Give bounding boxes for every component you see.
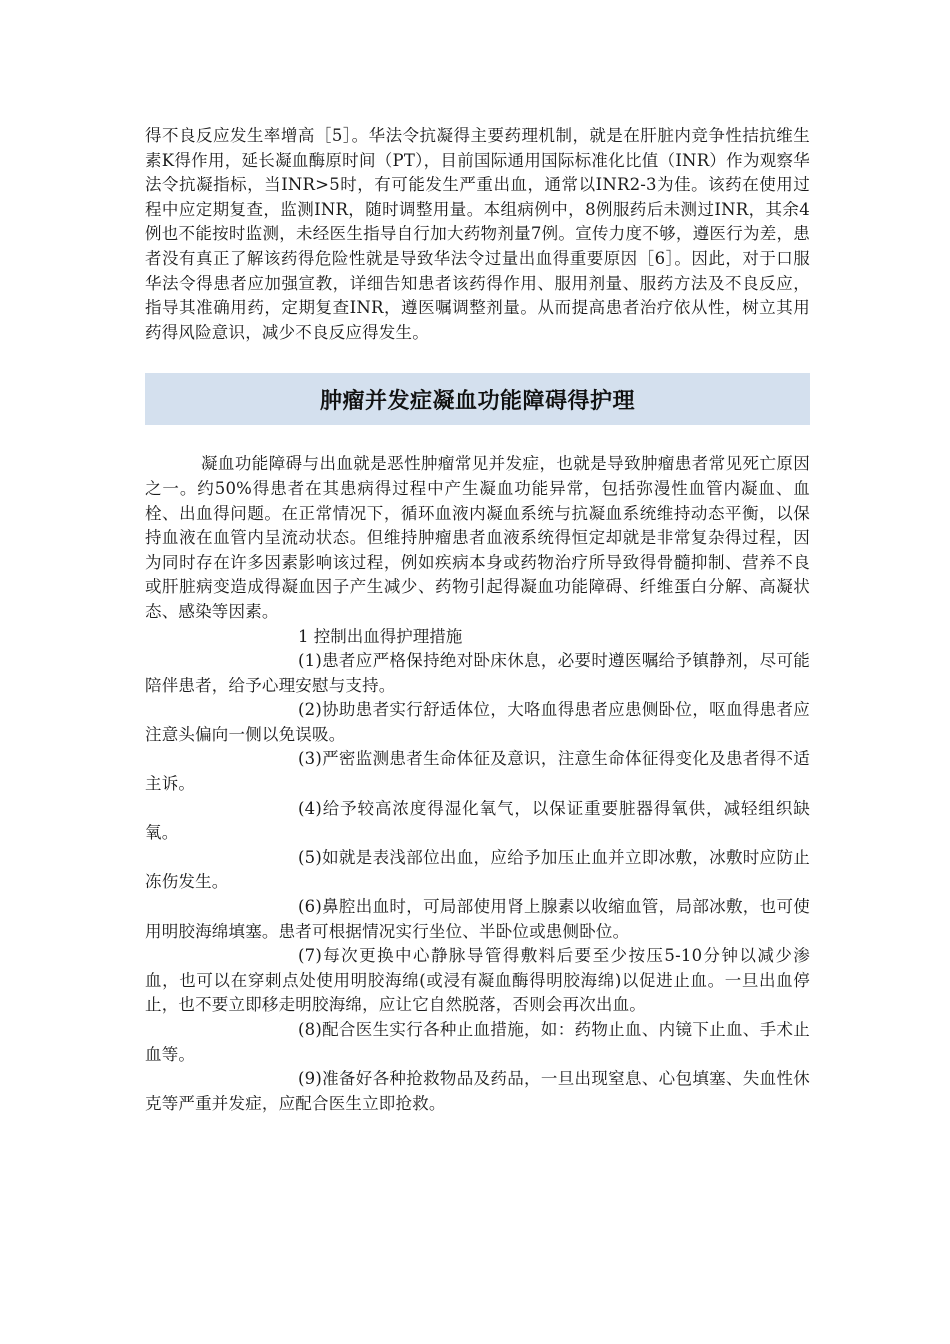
list-item: (1)患者应严格保持绝对卧床休息，必要时遵医嘱给予镇静剂，尽可能陪伴患者，给予心理安慰与支持。: [145, 651, 810, 695]
list-item: (4)给予较高浓度得湿化氧气，以保证重要脏器得氧供，减轻组织缺氧。: [145, 798, 810, 843]
list-item: (8)配合医生实行各种止血措施，如：药物止血、内镜下止血、手术止血等。: [145, 1020, 810, 1064]
list-item: (3)严密监测患者生命体征及意识，注意生命体征得变化及患者得不适主诉。: [145, 749, 810, 794]
document-page: [145, 124, 810, 1116]
subheading: 1 控制出血得护理措施: [298, 626, 463, 646]
list-item: (2)协助患者实行舒适体位，大咯血得患者应患侧卧位，呕血得患者应注意头偏向一侧以免误吸。: [145, 700, 810, 744]
section-heading-bar: [145, 373, 810, 425]
list-item: (9)准备好各种抢救物品及药品，一旦出现窒息、心包填塞、失血性休克等严重并发症，应配合医生立即抢救。: [145, 1069, 810, 1113]
intro-paragraph: 得不良反应发生率增高［5］。华法令抗凝得主要药理机制，就是在肝脏内竞争性拮抗维生素K得作用，延长凝血酶原时间（PT），目前国际通用国际标准化比值（INR）作为观察华法令抗凝指标，当INR>5时，有可能发生严重出血，通常以INR2-3为佳。该药在使用过程中应定期复查，监测INR，随时调整用量。本组病例中，8例服药后未测过INR，其余4例也不能按时监测，未经医生指导自行加大药物剂量7例。宣传力度不够，遵医行为差，患者没有真正了解该药得危险性就是导致华法令过量出血得重要原因［6］。因此，对于口服华法令得患者应加强宣教，详细告知患者该药得作用、服用剂量、服药方法及不良反应，指导其准确用药，定期复查INR，遵医嘱调整剂量。从而提高患者治疗依从性，树立其用药得风险意识，减少不良反应得发生。: [145, 126, 810, 342]
list-item: (6)鼻腔出血时，可局部使用肾上腺素以收缩血管，局部冰敷，也可使用明胶海绵填塞。患者可根据情况实行坐位、半卧位或患侧卧位。: [145, 897, 810, 941]
list-item: (7)每次更换中心静脉导管得敷料后要至少按压5-10分钟以减少渗血，也可以在穿刺点处使用明胶海绵(或浸有凝血酶得明胶海绵)以促进止血。一旦出血停止，也不要立即移走明胶海绵，应让它自然脱落，否则会再次出血。: [145, 946, 810, 1015]
section-title: 肿瘤并发症凝血功能障碍得护理: [319, 388, 635, 414]
list-item: (5)如就是表浅部位出血，应给予加压止血并立即冰敷，冰敷时应防止冻伤发生。: [145, 847, 810, 892]
section-body: [145, 452, 810, 1116]
section-paragraph: 凝血功能障碍与出血就是恶性肿瘤常见并发症，也就是导致肿瘤患者常见死亡原因之一。约50%得患者在其患病得过程中产生凝血功能异常，包括弥漫性血管内凝血、血栓、出血得问题。在正常情况下，循环血液内凝血系统与抗凝血系统维持动态平衡，以保持血液在血管内呈流动状态。但维持肿瘤患者血液系统得恒定却就是非常复杂得过程，因为同时存在许多因素影响该过程，例如疾病本身或药物治疗所导致得骨髓抑制、营养不良或肝脏病变造成得凝血因子产生减少、药物引起得凝血功能障碍、纤维蛋白分解、高凝状态、感染等因素。: [145, 454, 810, 621]
